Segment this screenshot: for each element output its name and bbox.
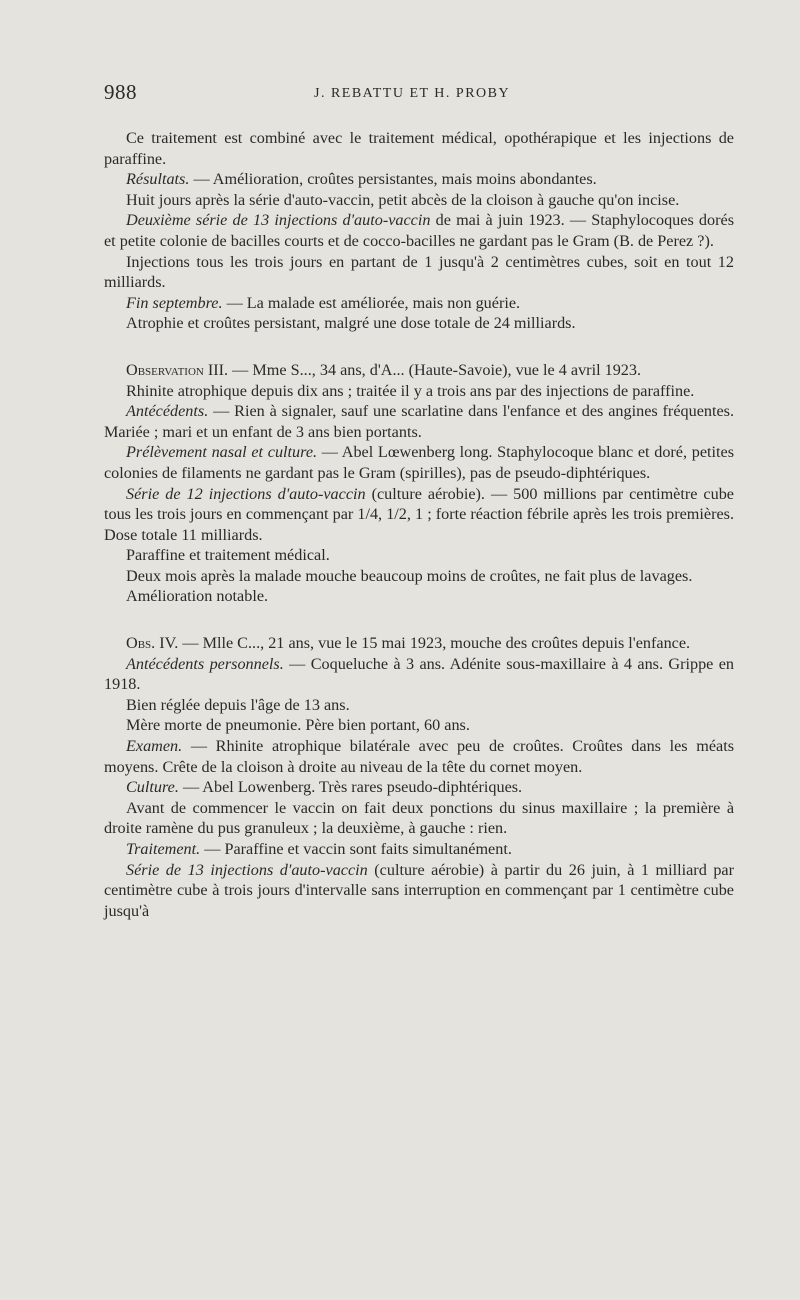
paragraph: Résultats. — Amélioration, croûtes persistantes, mais moins abondantes. <box>126 170 597 189</box>
paragraph: Antécédents. — Rien à signaler, sauf une scarlatine dans l'enfance et des angines fréquentes. Mariée ; mari et un enfant de 3 ans bien portants. <box>104 402 734 441</box>
paragraph: Rhinite atrophique depuis dix ans ; traitée il y a trois ans par des injections de paraffine. <box>126 381 695 400</box>
paragraph: Huit jours après la série d'auto-vaccin, petit abcès de la cloison à gauche qu'on incise. <box>126 190 680 209</box>
paragraph: Culture. — Abel Lowenberg. Très rares pseudo-diphtériques. <box>126 778 523 797</box>
paragraph: Amélioration notable. <box>126 587 269 606</box>
paragraph: Bien réglée depuis l'âge de 13 ans. <box>126 695 350 714</box>
paragraph: Fin septembre. — La malade est améliorée, mais non guérie. <box>126 293 521 312</box>
paragraph: Examen. — Rhinite atrophique bilatérale avec peu de croûtes. Croûtes dans les méats moyens. Crête de la cloison à droite au niveau de la tête du cornet moyen. <box>104 737 734 776</box>
observation-iii <box>104 360 734 607</box>
paragraph: Observation III. — Mme S..., 34 ans, d'A... (Haute-Savoie), vue le 4 avril 1923. <box>126 360 642 379</box>
paragraph: Série de 13 injections d'auto-vaccin (culture aérobie) à partir du 26 juin, à 1 milliard par centimètre cube à trois jours d'intervalle sans interruption en commençant par 1 centimètre cube jusqu'à <box>104 860 734 920</box>
page-header <box>104 80 734 110</box>
paragraph: Obs. IV. — Mlle C..., 21 ans, vue le 15 mai 1923, mouche des croûtes depuis l'enfance. <box>126 634 691 653</box>
paragraph: Paraffine et traitement médical. <box>126 546 330 565</box>
page-number: 988 <box>104 80 137 104</box>
paragraph: Avant de commencer le vaccin on fait deux ponctions du sinus maxillaire ; la première à droite ramène du pus granuleux ; la deuxième, à gauche : rien. <box>104 798 734 838</box>
paragraph: Injections tous les trois jours en partant de 1 jusqu'à 2 centimètres cubes, soit en tout 12 milliards. <box>104 252 734 292</box>
paragraph: Antécédents personnels. — Coqueluche à 3 ans. Adénite sous-maxillaire à 4 ans. Grippe en 1918. <box>104 654 735 694</box>
paragraph: Traitement. — Paraffine et vaccin sont faits simultanément. <box>126 840 512 858</box>
observation-ii-continued <box>104 128 734 334</box>
paragraph: Prélèvement nasal et culture. — Abel Lœwenberg long. Staphylocoque blanc et doré, petites colonies de filaments ne gardant pas le Gram (spirilles), pas de pseudo-diphtériques. <box>104 443 734 482</box>
paragraph: Ce traitement est combiné avec le traitement médical, opothérapique et les injections de paraffine. <box>104 129 734 168</box>
paragraph: Deuxième série de 13 injections d'auto-vaccin de mai à juin 1923. — Staphylocoques dorés et petite colonie de bacilles courts et de cocco-bacilles ne gardant pas le Gram (B. de Perez ?). <box>104 211 734 250</box>
paragraph: Mère morte de pneumonie. Père bien portant, 60 ans. <box>126 716 470 735</box>
running-head: J. REBATTU ET H. PROBY <box>314 86 511 101</box>
paragraph: Série de 12 injections d'auto-vaccin (culture aérobie). — 500 millions par centimètre cube tous les trois jours en commençant par 1/4, 1/2, 1 ; forte réaction fébrile après les trois premières. Dose totale 11 milliards. <box>104 484 734 544</box>
paragraph: Atrophie et croûtes persistant, malgré une dose totale de 24 milliards. <box>126 314 576 333</box>
paragraph: Deux mois après la malade mouche beaucoup moins de croûtes, ne fait plus de lavages. <box>126 566 693 585</box>
observation-iv <box>104 633 734 921</box>
